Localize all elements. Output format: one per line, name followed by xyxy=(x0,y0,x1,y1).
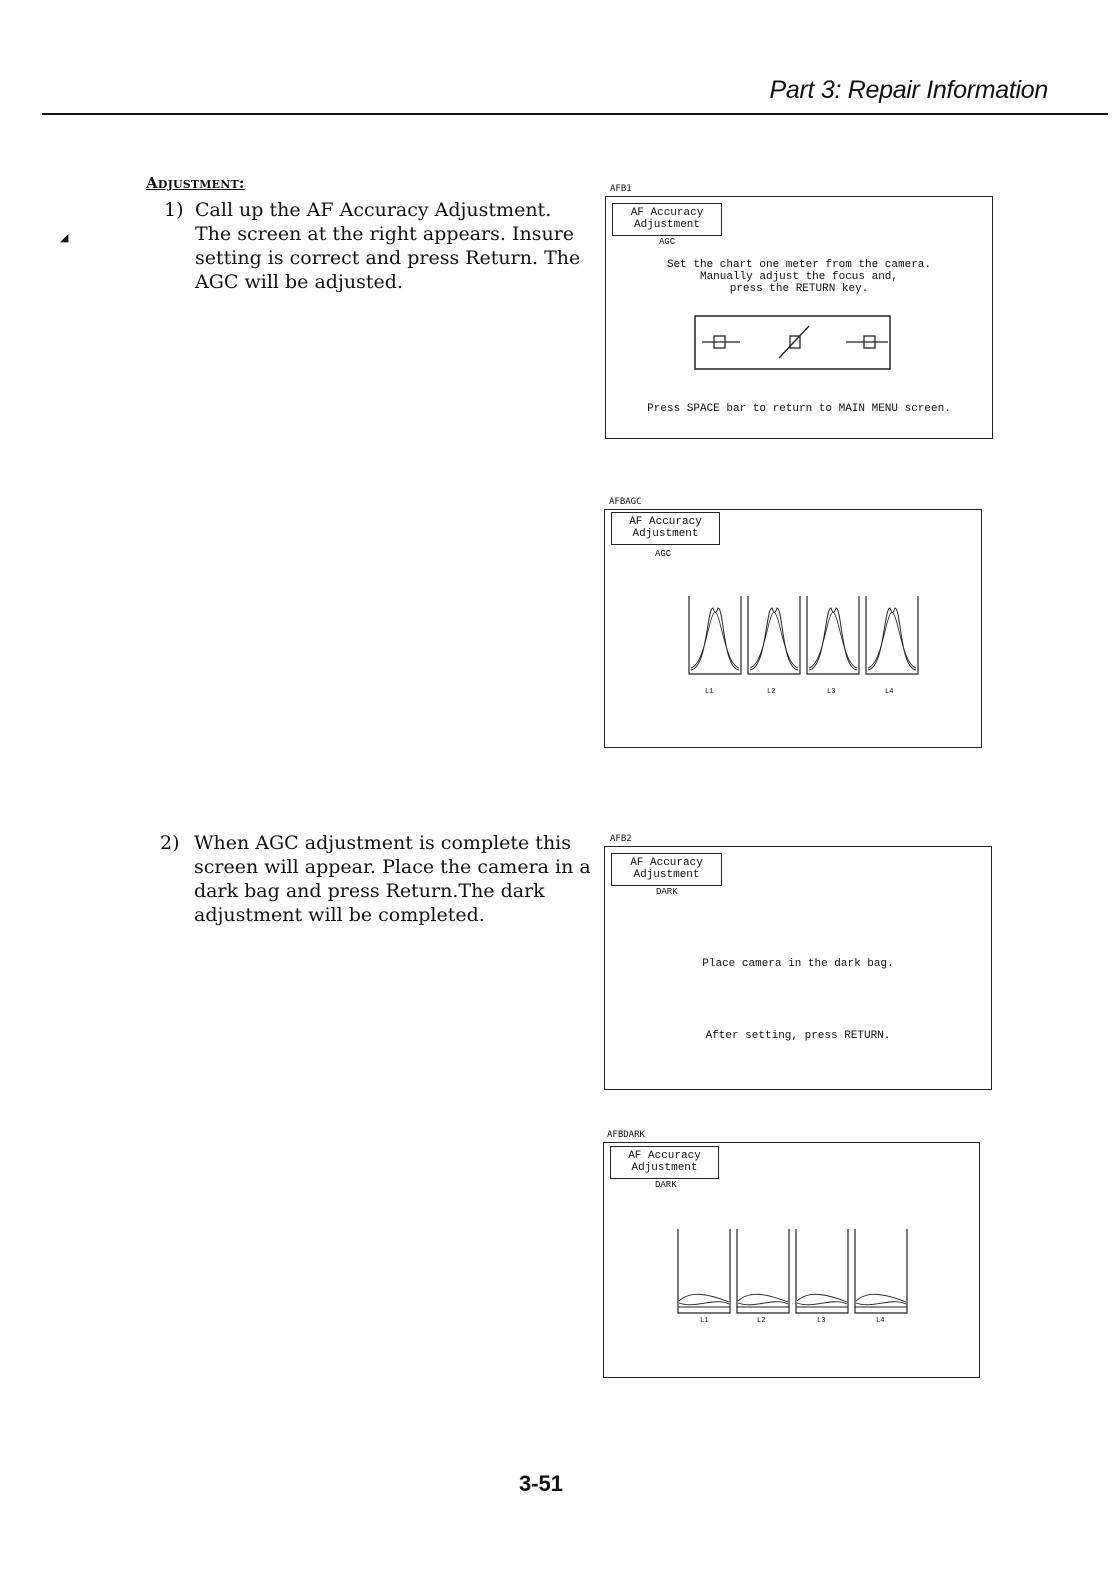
step-text xyxy=(194,831,614,927)
screen-title-line: AF Accuracy xyxy=(629,516,702,528)
step-2 xyxy=(160,831,600,931)
step-line: dark bag and press Return.The dark xyxy=(194,880,545,902)
screen-title-line: AF Accuracy xyxy=(630,207,704,219)
panel-frame xyxy=(737,1229,789,1313)
step-line: adjustment will be completed. xyxy=(194,904,485,926)
waveform-panel xyxy=(855,1229,907,1313)
channel-label: L2 xyxy=(767,688,776,696)
channel-label: L1 xyxy=(700,1317,709,1325)
panel-frame xyxy=(678,1229,730,1313)
waveform-panel xyxy=(689,596,741,674)
waveform-panel xyxy=(796,1229,848,1313)
waveform-curve xyxy=(797,1294,847,1302)
screen-title-box xyxy=(612,203,722,236)
step-number: 2) xyxy=(160,832,180,854)
indicator-right xyxy=(846,336,888,348)
waveform-curve xyxy=(809,612,857,668)
waveform-curve xyxy=(738,1294,788,1302)
screen-id-afb2: AFB2 xyxy=(610,834,632,844)
agc-waveform-panels xyxy=(685,590,925,690)
step-line: The screen at the right appears. Insure xyxy=(195,223,575,245)
step-1 xyxy=(160,198,600,298)
channel-label: L3 xyxy=(827,688,836,696)
waveform-curve xyxy=(750,612,798,668)
panel-frame xyxy=(689,596,741,674)
step-line: setting is correct and press Return. The xyxy=(195,247,581,269)
screen-title-line: AF Accuracy xyxy=(628,1150,701,1162)
panel-frame xyxy=(796,1229,848,1313)
waveform-panel xyxy=(737,1229,789,1313)
screen-title-line: AF Accuracy xyxy=(630,857,703,869)
step-line: When AGC adjustment is complete this xyxy=(194,832,572,854)
header-rule xyxy=(42,113,1108,115)
channel-label: L4 xyxy=(885,688,894,696)
step-number: 1) xyxy=(164,199,184,221)
instruction-line: press the RETURN key. xyxy=(729,283,869,295)
dark-bag-message: Place camera in the dark bag. xyxy=(702,958,894,970)
channel-label: L2 xyxy=(757,1317,766,1325)
step-line: AGC will be adjusted. xyxy=(195,271,403,293)
page-header-title: Part 3: Repair Information xyxy=(769,76,1048,104)
waveform-curve xyxy=(797,1302,847,1305)
screen-title-line: Adjustment xyxy=(633,219,700,231)
screen-id-afbagc: AFBAGC xyxy=(609,497,642,507)
screen-afb1 xyxy=(605,196,993,439)
screen-id-afb1: AFB1 xyxy=(610,184,632,194)
screen-title-line: Adjustment xyxy=(632,528,699,540)
waveform-curve xyxy=(679,1302,729,1305)
section-heading: Adjustment: xyxy=(146,174,245,192)
instruction-text xyxy=(606,259,992,295)
screen-title-box xyxy=(611,512,720,545)
instruction-line: Set the chart one meter from the camera. xyxy=(666,259,932,271)
mode-label: AGC xyxy=(659,237,676,247)
panel-frame xyxy=(855,1229,907,1313)
waveform-panel xyxy=(866,596,918,674)
waveform-curve xyxy=(856,1302,906,1305)
waveform-panel xyxy=(807,596,859,674)
mode-label: AGC xyxy=(655,549,672,559)
screen-title-line: Adjustment xyxy=(631,1162,698,1174)
screen-title-box xyxy=(610,1146,719,1179)
screen-afbagc xyxy=(604,509,982,748)
mode-label: DARK xyxy=(656,887,678,897)
waveform-panel xyxy=(678,1229,730,1313)
screen-afb2 xyxy=(604,846,992,1090)
panel-frame xyxy=(807,596,859,674)
channel-label: L4 xyxy=(876,1317,885,1325)
step-line: Call up the AF Accuracy Adjustment. xyxy=(195,199,552,221)
panel-frame xyxy=(866,596,918,674)
waveform-panel xyxy=(748,596,800,674)
return-hint: Press SPACE bar to return to MAIN MENU screen. xyxy=(647,403,951,415)
channel-label: L3 xyxy=(817,1317,826,1325)
indicator-center xyxy=(779,326,809,358)
page-number: 3-51 xyxy=(519,1471,564,1496)
channel-label: L1 xyxy=(705,688,714,696)
mode-label: DARK xyxy=(655,1180,677,1190)
waveform-curve xyxy=(868,612,916,668)
waveform-curve xyxy=(856,1294,906,1302)
screen-afbdark xyxy=(603,1142,980,1378)
panel-frame xyxy=(748,596,800,674)
step-line: screen will appear. Place the camera in a xyxy=(194,856,591,878)
return-prompt: After setting, press RETURN. xyxy=(705,1030,891,1042)
dark-waveform-panels xyxy=(674,1223,914,1318)
waveform-curve xyxy=(738,1302,788,1305)
waveform-curve xyxy=(679,1294,729,1302)
instruction-line: Manually adjust the focus and, xyxy=(699,271,899,283)
focus-indicator-diagram xyxy=(694,315,892,371)
waveform-curve xyxy=(691,612,739,668)
screen-title-line: Adjustment xyxy=(633,869,700,881)
indicator-left xyxy=(702,336,740,348)
margin-mark: ◢ xyxy=(60,231,69,244)
step-text xyxy=(195,198,615,294)
screen-title-box xyxy=(611,853,722,886)
screen-id-afbdark: AFBDARK xyxy=(607,1130,645,1140)
